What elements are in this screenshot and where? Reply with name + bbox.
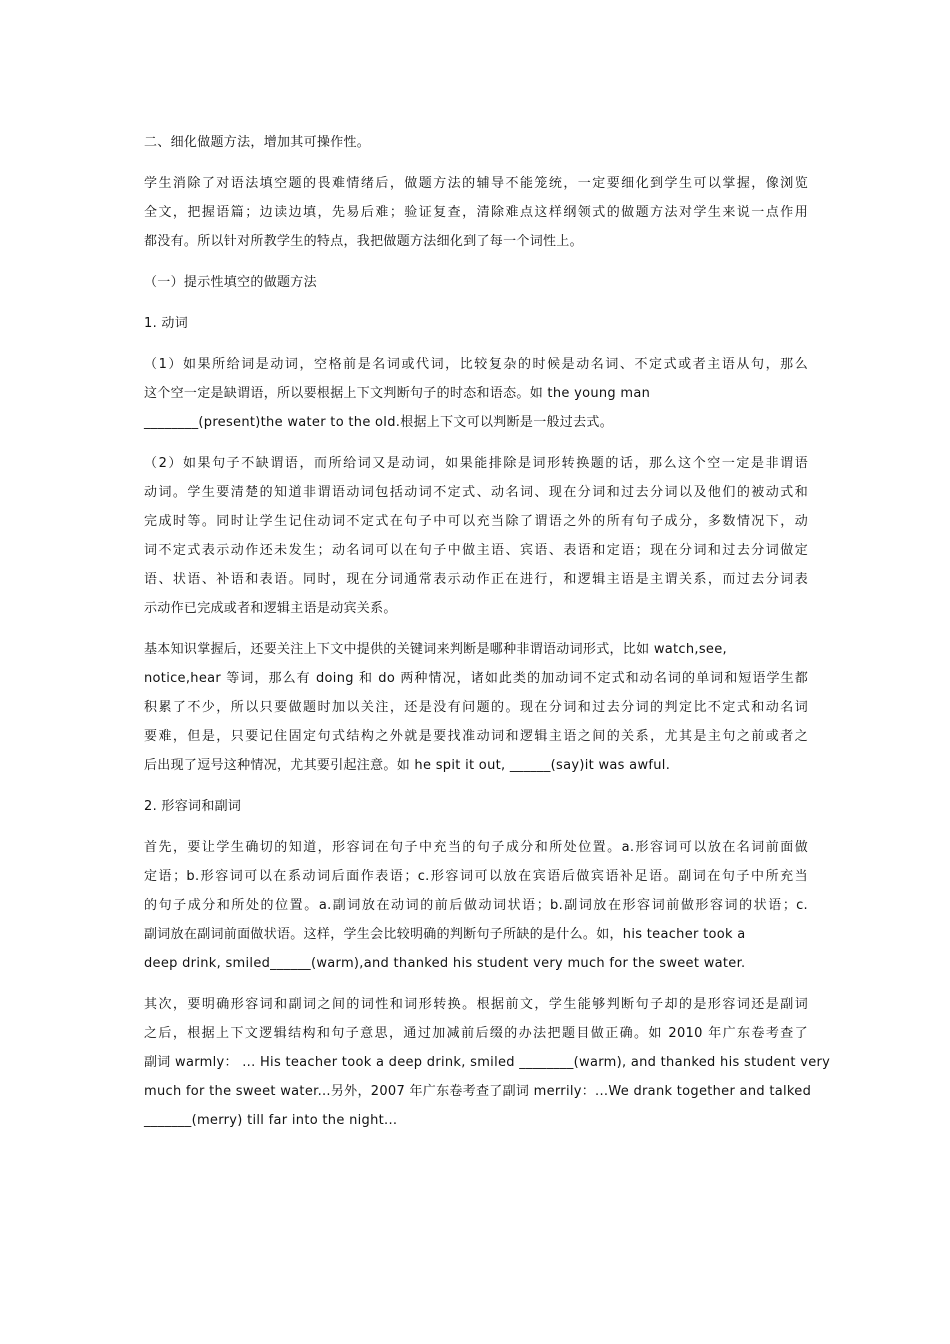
text-line: 全文，把握语篇；边读边填，先易后难；验证复查，清除难点这样纲领式的做题方法对学生来说一点作用 bbox=[144, 205, 808, 220]
text-line: 2. 形容词和副词 bbox=[144, 799, 242, 814]
text-line: 其次，要明确形容词和副词之间的词性和词形转换。根据前文，学生能够判断句子却的是形容词还是副词 bbox=[144, 997, 808, 1012]
text-line: （一）提示性填空的做题方法 bbox=[144, 275, 317, 290]
text-line: _______(merry) till far into the night... bbox=[144, 1113, 398, 1128]
paragraph-verb-point-1 bbox=[144, 350, 808, 437]
text-line: 积累了不少，所以只要做题时加以关注，还是没有问题的。现在分词和过去分词的判定比不定式和动名词 bbox=[144, 700, 808, 715]
text-line: （2）如果句子不缺谓语，而所给词又是动词，如果能排除是词形转换题的话，那么这个空一定是非谓语 bbox=[144, 456, 808, 471]
text-line: 要难，但是，只要记住固定句式结构之外就是要找准动词和逻辑主语之间的关系，尤其是主句之前或者之 bbox=[144, 729, 808, 744]
text-line: 二、细化做题方法，增加其可操作性。 bbox=[144, 135, 371, 150]
text-line: （1）如果所给词是动词，空格前是名词或代词，比较复杂的时候是动名词、不定式或者主语从句，那么 bbox=[144, 357, 808, 372]
paragraph-verb-point-2 bbox=[144, 449, 808, 623]
text-line: 这个空一定是缺谓语，所以要根据上下文判断句子的时态和语态。如 the young man bbox=[144, 386, 651, 401]
text-line: 语、状语、补语和表语。同时，现在分词通常表示动作正在进行，和逻辑主语是主谓关系，而过去分词表 bbox=[144, 572, 808, 587]
paragraph-verb-basic-knowledge bbox=[144, 635, 808, 780]
text-line: 之后，根据上下文逻辑结构和句子意思，通过加减前后缀的办法把题目做正确。如 2010 年广东卷考查了 bbox=[144, 1026, 808, 1041]
text-line: 都没有。所以针对所教学生的特点，我把做题方法细化到了每一个词性上。 bbox=[144, 234, 583, 249]
paragraph-subheading-hint-fill bbox=[144, 268, 808, 297]
text-line: 副词 warmly： ... His teacher took a deep drink, smiled ________(warm), and thanked his student very bbox=[144, 1055, 831, 1070]
text-line: 示动作已完成或者和逻辑主语是动宾关系。 bbox=[144, 601, 397, 616]
text-line: 完成时等。同时让学生记住动词不定式在句子中可以充当除了谓语之外的所有句子成分，多数情况下，动 bbox=[144, 514, 808, 529]
text-line: 的句子成分和所处的位置。a.副词放在动词的前后做动词状语；b.副词放在形容词前做形容词的状语；c. bbox=[144, 898, 808, 913]
text-line: 1. 动词 bbox=[144, 316, 189, 331]
text-line: 后出现了逗号这种情况，尤其要引起注意。如 he spit it out, ______(say)it was awful. bbox=[144, 758, 671, 773]
text-line: 基本知识掌握后，还要关注上下文中提供的关键词来判断是哪种非谓语动词形式，比如 watch,see, bbox=[144, 642, 727, 657]
text-line: 学生消除了对语法填空题的畏难情绪后，做题方法的辅导不能笼统，一定要细化到学生可以掌握，像浏览 bbox=[144, 176, 808, 191]
text-line: 词不定式表示动作还未发生；动名词可以在句子中做主语、宾语、表语和定语；现在分词和过去分词做定 bbox=[144, 543, 808, 558]
text-line: 副词放在副词前面做状语。这样，学生会比较明确的判断句子所缺的是什么。如，his teacher took a bbox=[144, 927, 746, 942]
text-line: deep drink, smiled______(warm),and thanked his student very much for the sweet water. bbox=[144, 956, 746, 971]
paragraph-section-heading-2 bbox=[144, 128, 808, 157]
document-page bbox=[144, 128, 831, 1147]
text-line: ________(present)the water to the old.根据上下文可以判断是一般过去式。 bbox=[144, 415, 613, 430]
paragraph-adj-adv-second bbox=[144, 990, 831, 1135]
text-line: much for the sweet water...另外，2007 年广东卷考查了副词 merrily：...We drank together and talked bbox=[144, 1084, 812, 1099]
paragraph-heading-adj-adv bbox=[144, 792, 808, 821]
paragraph-heading-verb bbox=[144, 309, 808, 338]
text-line: 首先，要让学生确切的知道，形容词在句子中充当的句子成分和所处位置。a.形容词可以放在名词前面做 bbox=[144, 840, 808, 855]
paragraph-adj-adv-first bbox=[144, 833, 808, 978]
text-line: 定语；b.形容词可以在系动词后面作表语；c.形容词可以放在宾语后做宾语补足语。副词在句子中所充当 bbox=[144, 869, 808, 884]
paragraph-intro-paragraph bbox=[144, 169, 808, 256]
text-line: notice,hear 等词，那么有 doing 和 do 两种情况，诸如此类的加动词不定式和动名词的单词和短语学生都 bbox=[144, 671, 808, 686]
text-line: 动词。学生要清楚的知道非谓语动词包括动词不定式、动名词、现在分词和过去分词以及他们的被动式和 bbox=[144, 485, 808, 500]
